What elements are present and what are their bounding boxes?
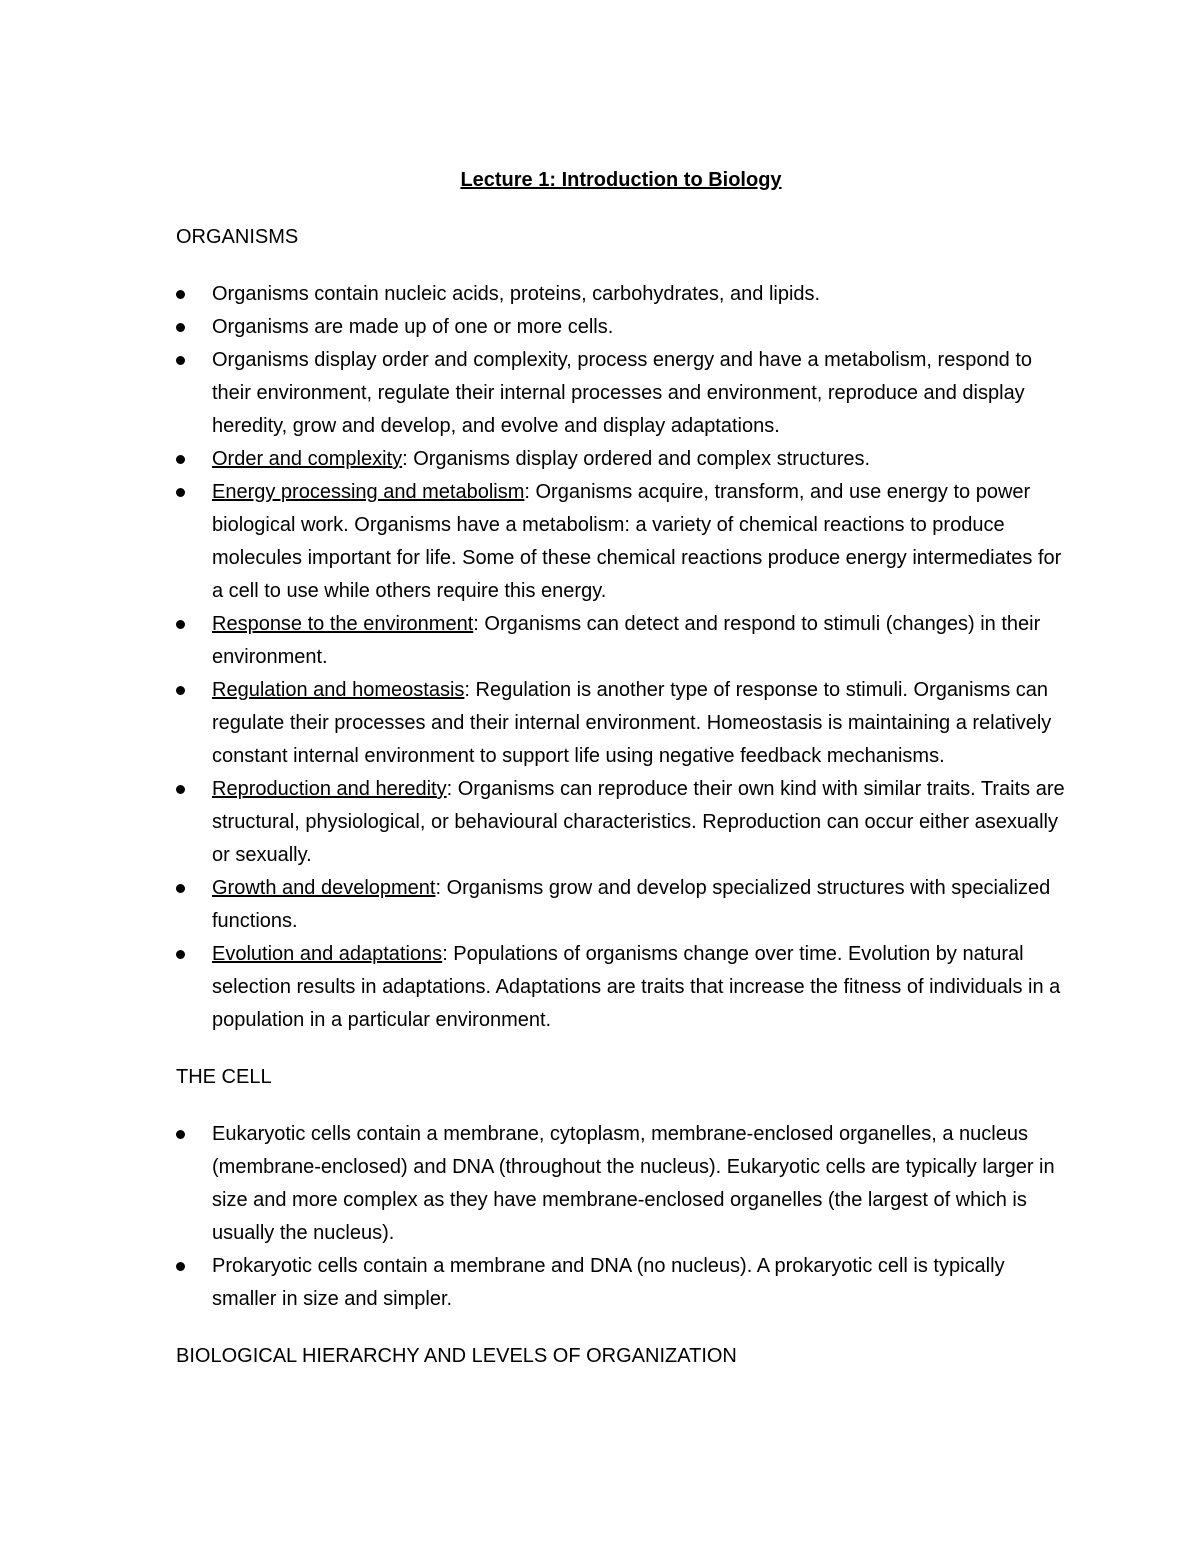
cell-bullet-list	[176, 1118, 1066, 1316]
list-item	[176, 674, 1066, 773]
term-label: Regulation and homeostasis	[212, 679, 465, 701]
item-text: : Organisms grow and develop specialized structures with specialized functions.	[212, 877, 1051, 932]
bullet-icon	[176, 620, 185, 629]
bullet-icon	[176, 1262, 185, 1271]
list-item	[176, 1118, 1066, 1250]
bullet-icon	[176, 686, 185, 695]
list-item	[176, 278, 1066, 311]
bullet-icon	[176, 785, 185, 794]
item-text: : Organisms can reproduce their own kind with similar traits. Traits are structural, physiological, or behavioural characteristics. Reproduction can occur either asexually or sexually.	[212, 778, 1065, 866]
term-label: Response to the environment	[212, 613, 474, 635]
term-label: Order and complexity	[212, 448, 403, 470]
item-text: : Organisms acquire, transform, and use energy to power biological work. Organisms have a metabolism: a variety of chemical reactions to produce molecules important for life. Some of these chemical reactions produce energy intermediates for a cell to use while others require this energy.	[212, 481, 1062, 602]
document-body	[176, 164, 1066, 1397]
item-text: Eukaryotic cells contain a membrane, cytoplasm, membrane-enclosed organelles, a nucleus (membrane-enclosed) and DNA (throughout the nucleus). Eukaryotic cells are typically larger in size and more complex as they have membrane-enclosed organelles (the largest of which is usually the nucleus).	[212, 1123, 1055, 1244]
item-text: : Populations of organisms change over time. Evolution by natural selection results in adaptations. Adaptations are traits that increase the fitness of individuals in a population in a particular environment.	[212, 943, 1061, 1031]
organisms-bullet-list	[176, 278, 1066, 1037]
bullet-icon	[176, 356, 185, 365]
bullet-icon	[176, 290, 185, 299]
bullet-icon	[176, 1130, 185, 1139]
section-heading-organisms: ORGANISMS	[176, 226, 299, 248]
page-title: Lecture 1: Introduction to Biology	[460, 169, 782, 191]
bullet-icon	[176, 884, 185, 893]
item-text: Organisms contain nucleic acids, proteins, carbohydrates, and lipids.	[212, 283, 821, 305]
list-item	[176, 344, 1066, 443]
item-text: : Organisms display ordered and complex structures.	[402, 448, 871, 470]
term-label: Reproduction and heredity	[212, 778, 447, 800]
term-label: Evolution and adaptations	[212, 943, 443, 965]
section-heading-the-cell: THE CELL	[176, 1066, 272, 1088]
list-item	[176, 443, 1066, 476]
list-item	[176, 872, 1066, 938]
bullet-icon	[176, 323, 185, 332]
item-text: Organisms are made up of one or more cells.	[212, 316, 614, 338]
list-item	[176, 608, 1066, 674]
item-text: Organisms display order and complexity, process energy and have a metabolism, respond to their environment, regulate their internal processes and environment, reproduce and display heredity, grow and develop, and evolve and display adaptations.	[212, 349, 1033, 437]
item-text: Prokaryotic cells contain a membrane and DNA (no nucleus). A prokaryotic cell is typically smaller in size and simpler.	[212, 1255, 1005, 1310]
list-item	[176, 1250, 1066, 1316]
list-item	[176, 773, 1066, 872]
bullet-icon	[176, 950, 185, 959]
list-item	[176, 938, 1066, 1037]
bullet-icon	[176, 455, 185, 464]
item-text: : Regulation is another type of response to stimuli. Organisms can regulate their processes and their internal environment. Homeostasis is maintaining a relatively constant internal environment to support life using negative feedback mechanisms.	[212, 679, 1052, 767]
list-item	[176, 476, 1066, 608]
section-heading-hierarchy: BIOLOGICAL HIERARCHY AND LEVELS OF ORGANIZATION	[176, 1345, 737, 1367]
bullet-icon	[176, 488, 185, 497]
item-text: : Organisms can detect and respond to stimuli (changes) in their environment.	[212, 613, 1041, 668]
list-item	[176, 311, 1066, 344]
term-label: Growth and development	[212, 877, 436, 899]
term-label: Energy processing and metabolism	[212, 481, 525, 503]
